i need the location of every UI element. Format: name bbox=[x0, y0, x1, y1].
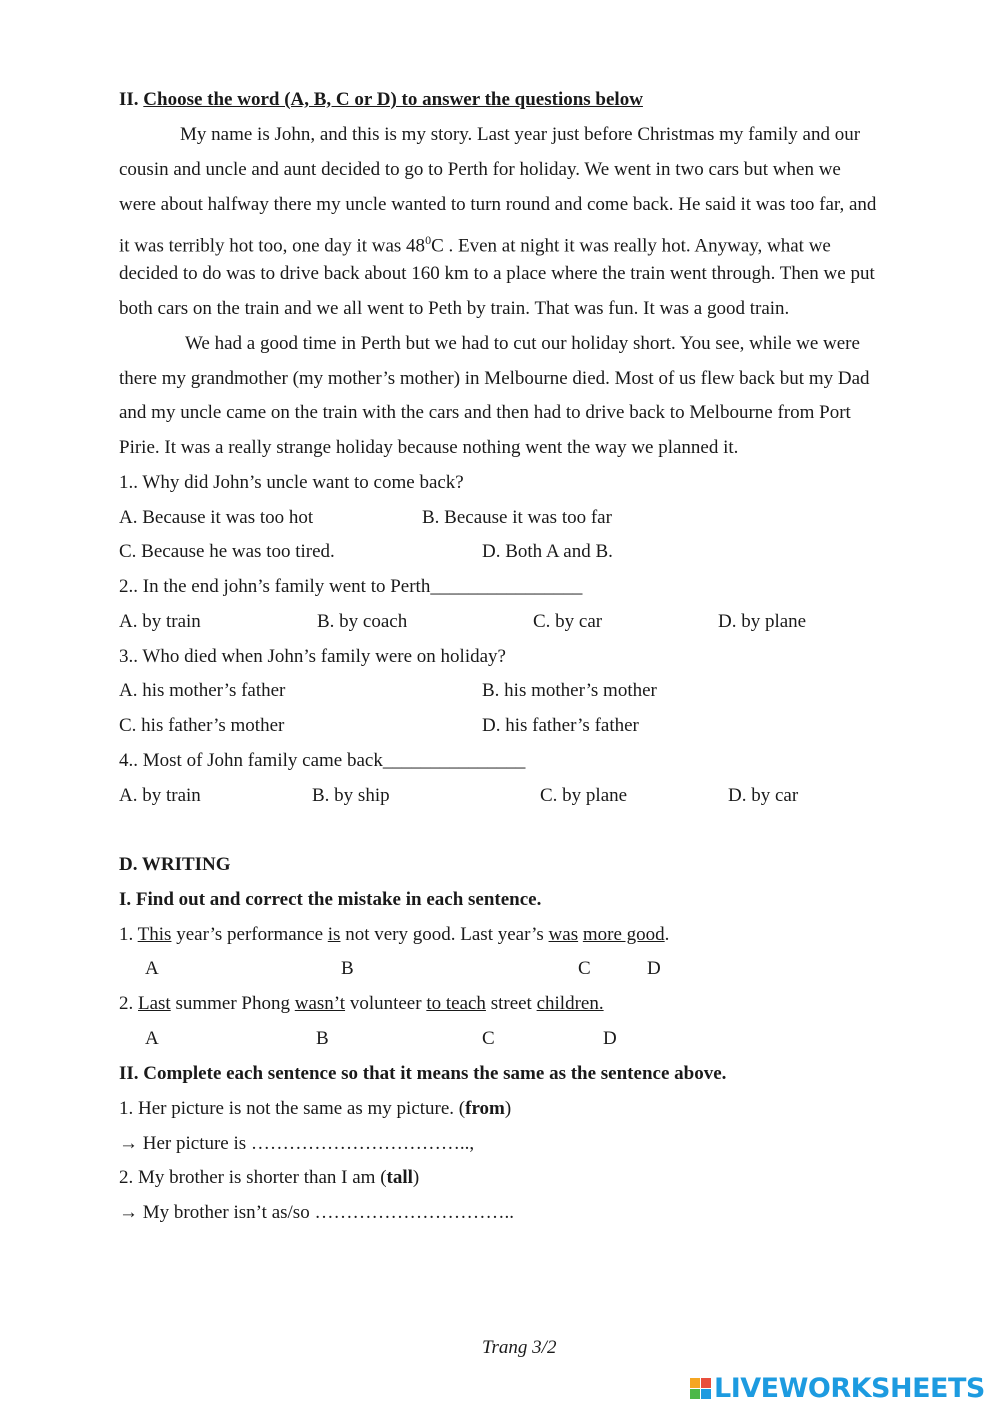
underlined-c: to teach bbox=[426, 993, 486, 1014]
passage-line bbox=[119, 229, 831, 257]
q1-option-a[interactable]: A. Because it was too hot bbox=[119, 507, 314, 528]
q4-option-c[interactable]: C. by plane bbox=[540, 785, 628, 806]
answer-prompt: Her picture is …………………………….., bbox=[142, 1133, 475, 1154]
passage-line: both cars on the train and we all went to Peth by train. That was fun. It was a good train. bbox=[119, 298, 790, 319]
q4-option-a[interactable]: A. by train bbox=[119, 785, 201, 806]
section-heading-number: II. bbox=[119, 89, 139, 110]
s1-letter-d[interactable]: D bbox=[647, 958, 661, 979]
page-number: Trang 3/2 bbox=[482, 1337, 557, 1358]
q3-option-c[interactable]: C. his father’s mother bbox=[119, 715, 285, 736]
logo-grid-icon bbox=[690, 1378, 711, 1399]
s1-letter-c[interactable]: C bbox=[578, 958, 591, 979]
s2-letter-a[interactable]: A bbox=[145, 1028, 159, 1049]
underlined-c: was bbox=[548, 924, 579, 945]
sentence-text: volunteer bbox=[345, 993, 427, 1014]
keyword: from bbox=[465, 1098, 505, 1119]
passage-line: and my uncle came on the train with the cars and then had to drive back to Melbourne from Port bbox=[119, 402, 851, 423]
answer-line-2[interactable] bbox=[119, 1202, 514, 1224]
s2-letter-d[interactable]: D bbox=[603, 1028, 617, 1049]
keyword: tall bbox=[386, 1167, 413, 1188]
sentence-text: year’s performance bbox=[171, 924, 328, 945]
writing-title: D. WRITING bbox=[119, 854, 231, 875]
logo-text: LIVEWORKSHEETS bbox=[714, 1373, 985, 1404]
transform-sentence-2 bbox=[119, 1167, 419, 1189]
q3-option-a[interactable]: A. his mother’s father bbox=[119, 680, 286, 701]
sentence-text: ) bbox=[504, 1098, 512, 1119]
passage-line: My name is John, and this is my story. Last year just before Christmas my family and our bbox=[180, 124, 861, 145]
s2-letter-b[interactable]: B bbox=[316, 1028, 329, 1049]
answer-prompt: My brother isn’t as/so ………………………….. bbox=[142, 1202, 514, 1223]
q3-option-d[interactable]: D. his father’s father bbox=[482, 715, 639, 736]
sentence-text: not very good. Last year’s bbox=[340, 924, 549, 945]
passage-line: were about halfway there my uncle wanted to turn round and come back. He said it was too far, and bbox=[119, 194, 877, 215]
liveworksheets-logo[interactable] bbox=[690, 1373, 985, 1404]
underlined-a: Last bbox=[138, 993, 171, 1014]
underlined-a: This bbox=[137, 924, 172, 945]
underlined-d: children. bbox=[536, 993, 604, 1014]
underlined-b: wasn’t bbox=[294, 993, 346, 1014]
answer-line-1[interactable] bbox=[119, 1133, 474, 1155]
q2-option-a[interactable]: A. by train bbox=[119, 611, 201, 632]
s1-letter-a[interactable]: A bbox=[145, 958, 159, 979]
sentence-text: 2. bbox=[119, 993, 138, 1014]
section-heading bbox=[119, 89, 643, 111]
q2-option-b[interactable]: B. by coach bbox=[317, 611, 408, 632]
question-4: 4.. Most of John family came back_______________ bbox=[119, 750, 526, 771]
sentence-text: summer Phong bbox=[170, 993, 295, 1014]
question-2: 2.. In the end john’s family went to Perth________________ bbox=[119, 576, 583, 597]
sentence-text: ) bbox=[412, 1167, 420, 1188]
section-heading-text: Choose the word (A, B, C or D) to answer the questions below bbox=[143, 89, 643, 110]
underlined-b: is bbox=[327, 924, 341, 945]
mistake-sentence-1 bbox=[119, 924, 669, 946]
q2-option-d[interactable]: D. by plane bbox=[718, 611, 807, 632]
q3-option-b[interactable]: B. his mother’s mother bbox=[482, 680, 657, 701]
q1-option-d[interactable]: D. Both A and B. bbox=[482, 541, 613, 562]
q1-option-c[interactable]: C. Because he was too tired. bbox=[119, 541, 335, 562]
s2-letter-c[interactable]: C bbox=[482, 1028, 495, 1049]
writing-part1-title: I. Find out and correct the mistake in each sentence. bbox=[119, 889, 542, 910]
sentence-text: 2. My brother is shorter than I am ( bbox=[119, 1167, 387, 1188]
mistake-sentence-2 bbox=[119, 993, 604, 1015]
q4-option-d[interactable]: D. by car bbox=[728, 785, 799, 806]
s1-letter-b[interactable]: B bbox=[341, 958, 354, 979]
q4-option-b[interactable]: B. by ship bbox=[312, 785, 390, 806]
sentence-text: . bbox=[664, 924, 670, 945]
transform-sentence-1 bbox=[119, 1098, 511, 1120]
passage-line: Pirie. It was a really strange holiday because nothing went the way we planned it. bbox=[119, 437, 739, 458]
arrow-icon: → bbox=[119, 1202, 138, 1223]
question-3: 3.. Who died when John’s family were on holiday? bbox=[119, 646, 506, 667]
passage-line: decided to do was to drive back about 160 km to a place where the train went through. Then we put bbox=[119, 263, 875, 284]
passage-line: cousin and uncle and aunt decided to go to Perth for holiday. We went in two cars but when we bbox=[119, 159, 841, 180]
writing-part2-title: II. Complete each sentence so that it means the same as the sentence above. bbox=[119, 1063, 727, 1084]
passage-text: C . Even at night it was really hot. Anyway, what we bbox=[431, 235, 831, 257]
passage-line: there my grandmother (my mother’s mother) in Melbourne died. Most of us flew back but my Dad bbox=[119, 368, 870, 389]
passage-line: We had a good time in Perth but we had to cut our holiday short. You see, while we were bbox=[185, 333, 860, 354]
degree-superscript: 0 bbox=[425, 233, 432, 247]
sentence-text: street bbox=[485, 993, 537, 1014]
q2-option-c[interactable]: C. by car bbox=[533, 611, 603, 632]
question-1: 1.. Why did John’s uncle want to come back? bbox=[119, 472, 464, 493]
q1-option-b[interactable]: B. Because it was too far bbox=[422, 507, 612, 528]
sentence-text: 1. bbox=[119, 924, 138, 945]
underlined-d: more good bbox=[582, 924, 665, 945]
sentence-text: 1. Her picture is not the same as my picture. ( bbox=[119, 1098, 466, 1119]
passage-text: it was terribly hot too, one day it was 48 bbox=[119, 235, 426, 257]
arrow-icon: → bbox=[119, 1133, 138, 1154]
